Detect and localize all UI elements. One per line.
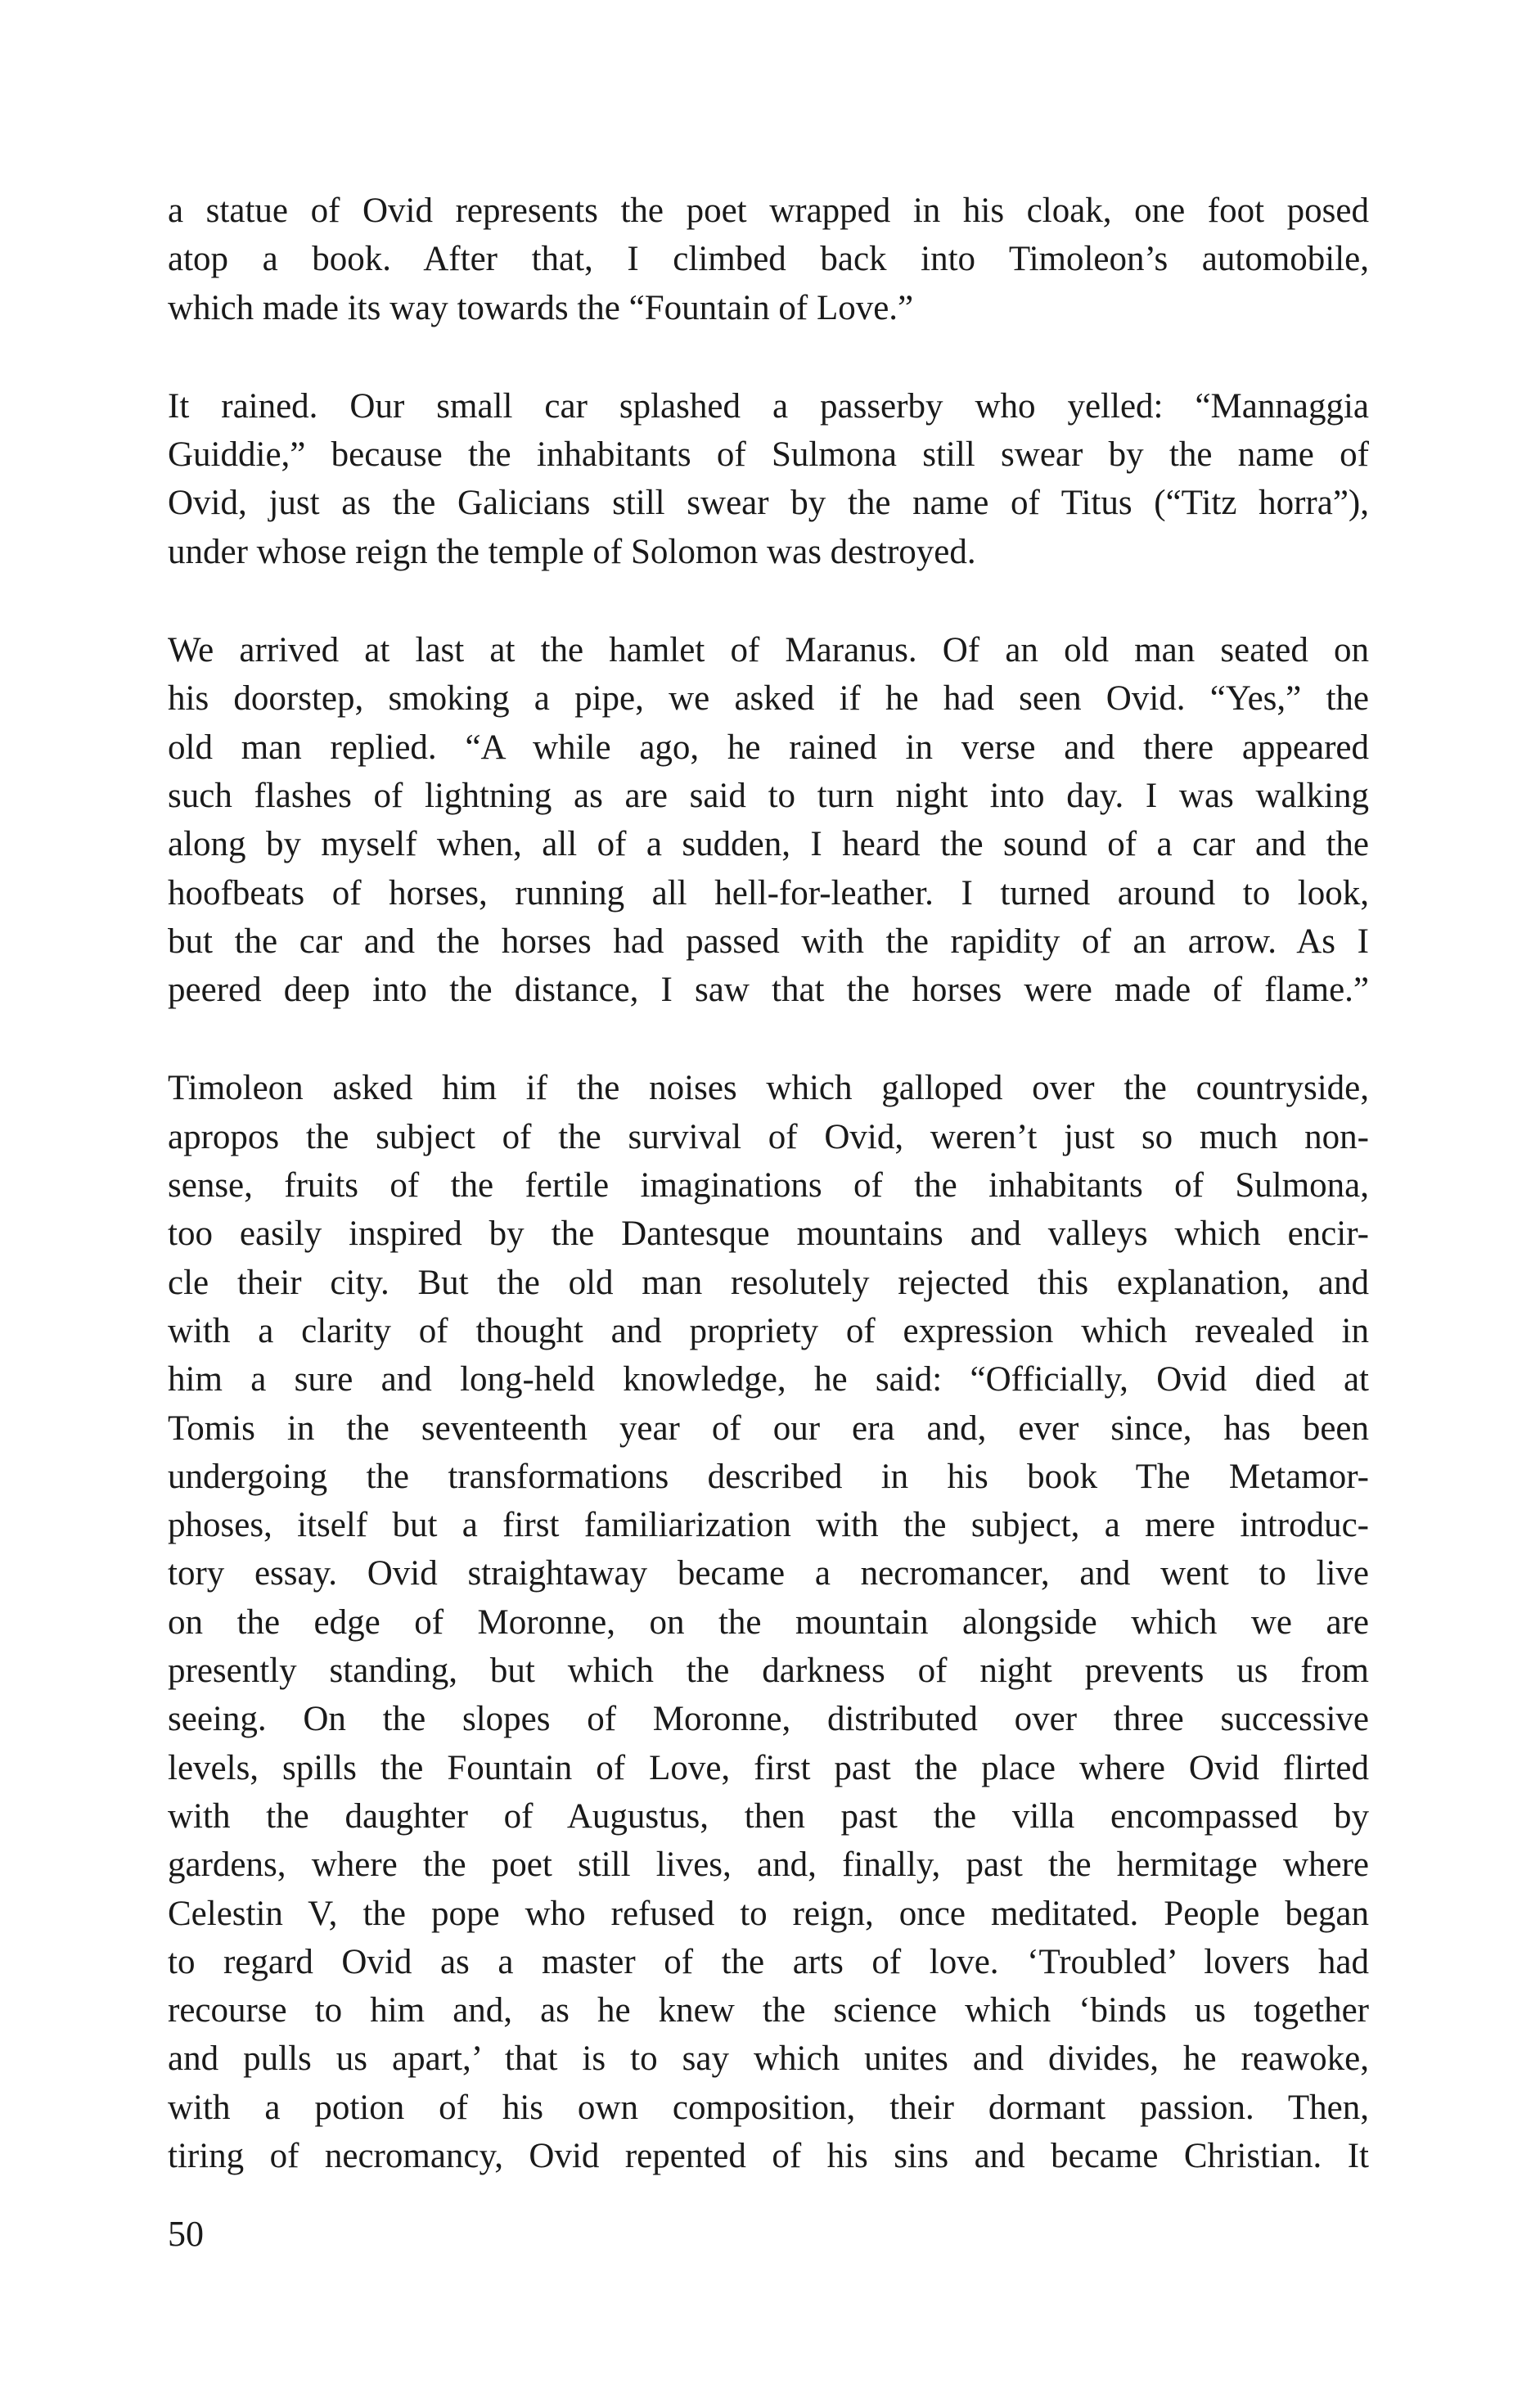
page-body — [168, 187, 1369, 2230]
text-line: to regard Ovid as a master of the arts of love. ‘Troubled’ lovers had — [168, 1942, 1369, 1981]
text-line: too easily inspired by the Dantesque mountains and valleys which encir- — [168, 1215, 1369, 1254]
text-line: tiring of necromancy, Ovid repented of his sins and became Christian. It — [168, 2136, 1369, 2175]
text-line: with the daughter of Augustus, then past the villa encompassed by — [168, 1796, 1369, 1836]
text-line: gardens, where the poet still lives, and, finally, past the hermitage where — [168, 1845, 1369, 1885]
paragraph-4 — [168, 1064, 1369, 2180]
text-line: cle their city. But the old man resolutely rejected this explanation, and — [168, 1263, 1369, 1302]
text-line: Tomis in the seventeenth year of our era and, ever since, has been — [168, 1408, 1369, 1448]
text-line: Guiddie,” because the inhabitants of Sulmona still swear by the name of — [168, 435, 1369, 475]
text-line: peered deep into the distance, I saw that the horses were made of flame.” — [168, 971, 1369, 1010]
text-line: him a sure and long-held knowledge, he said: “Officially, Ovid died at — [168, 1360, 1369, 1399]
page-number: 50 — [168, 2214, 204, 2254]
text-line: It rained. Our small car splashed a passerby who yelled: “Mannaggia — [168, 386, 1369, 426]
text-line: under whose reign the temple of Solomon was destroyed. — [168, 532, 976, 571]
text-line: but the car and the horses had passed with the rapidity of an arrow. As I — [168, 922, 1369, 961]
text-line: with a clarity of thought and propriety of expression which revealed in — [168, 1311, 1369, 1350]
text-line: old man replied. “A while ago, he rained in verse and there appeared — [168, 728, 1369, 767]
paragraph-3 — [168, 626, 1369, 1014]
text-line: seeing. On the slopes of Moronne, distributed over three successive — [168, 1700, 1369, 1739]
text-line: phoses, itself but a first familiarization with the subject, a mere introduc- — [168, 1506, 1369, 1545]
text-line: along by myself when, all of a sudden, I heard the sound of a car and the — [168, 825, 1369, 864]
text-line: Timoleon asked him if the noises which galloped over the countryside, — [168, 1069, 1369, 1108]
paragraph-1 — [168, 187, 1369, 332]
text-line: atop a book. After that, I climbed back into Timoleon’s automobile, — [168, 240, 1369, 279]
paragraph-2 — [168, 382, 1369, 576]
text-line: recourse to him and, as he knew the science which ‘binds us together — [168, 1991, 1369, 2030]
text-line: a statue of Ovid represents the poet wrapped in his cloak, one foot posed — [168, 192, 1369, 230]
text-line: We arrived at last at the hamlet of Maranus. Of an old man seated on — [168, 631, 1369, 670]
text-line: apropos the subject of the survival of Ovid, weren’t just so much non- — [168, 1117, 1369, 1156]
text-line: and pulls us apart,’ that is to say which unites and divides, he reawoke, — [168, 2039, 1369, 2079]
text-line: on the edge of Moronne, on the mountain alongside which we are — [168, 1602, 1369, 1642]
text-line: levels, spills the Fountain of Love, first past the place where Ovid flirted — [168, 1748, 1369, 1787]
text-line: Celestin V, the pope who refused to reign, once meditated. People began — [168, 1894, 1369, 1933]
text-line: tory essay. Ovid straightaway became a necromancer, and went to live — [168, 1554, 1369, 1593]
text-line: his doorstep, smoking a pipe, we asked if he had seen Ovid. “Yes,” the — [168, 679, 1369, 719]
text-line: which made its way towards the “Fountain of Love.” — [168, 288, 914, 327]
text-line: hoofbeats of horses, running all hell-for-leather. I turned around to look, — [168, 873, 1369, 913]
text-line: sense, fruits of the fertile imaginations of the inhabitants of Sulmona, — [168, 1166, 1369, 1206]
text-line: Ovid, just as the Galicians still swear by the name of Titus (“Titz horra”), — [168, 484, 1369, 523]
text-line: such flashes of lightning as are said to turn night into day. I was walking — [168, 776, 1369, 815]
text-line: with a potion of his own composition, their dormant passion. Then, — [168, 2088, 1369, 2127]
text-line: undergoing the transformations described in his book The Metamor- — [168, 1457, 1369, 1496]
text-line: presently standing, but which the darkness of night prevents us from — [168, 1652, 1369, 1691]
